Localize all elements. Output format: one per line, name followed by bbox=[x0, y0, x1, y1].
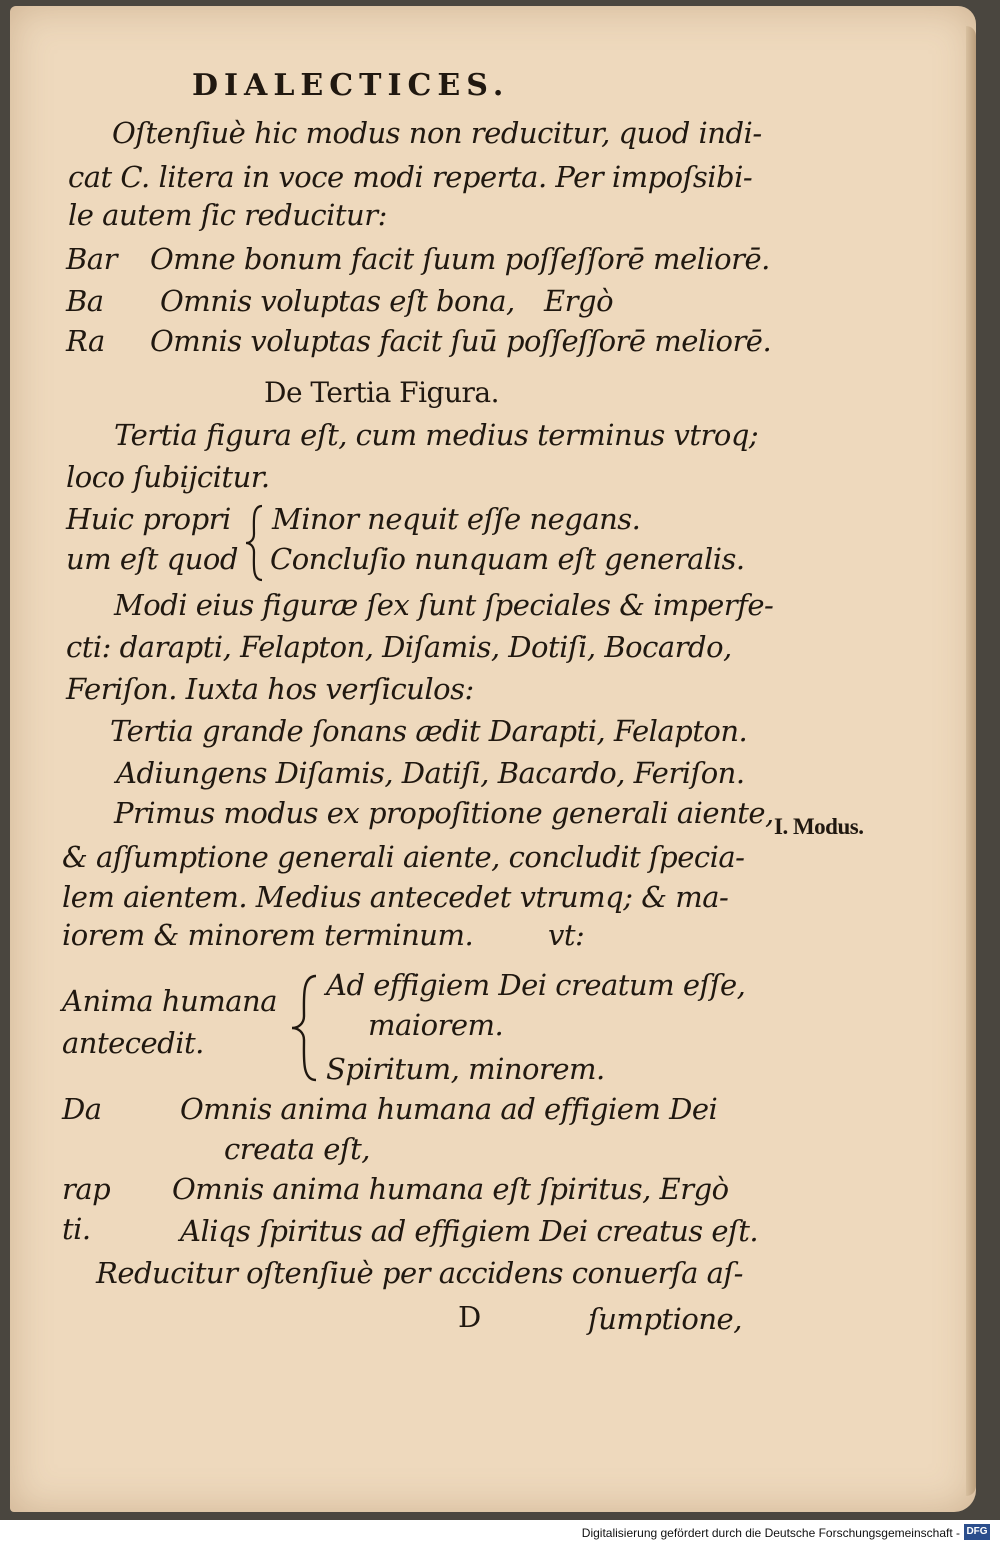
example-right: maiorem. bbox=[368, 1008, 504, 1042]
text-line: lem aientem. Medius antecedet vtrumq; & ma- bbox=[62, 880, 729, 914]
running-head: DIALECTICES. bbox=[192, 68, 510, 103]
syllogism-conclusion: Aliqs ſpiritus ad effigiem Dei creatus eſt. bbox=[180, 1214, 759, 1248]
dfg-logo: DFG bbox=[964, 1524, 990, 1540]
text-line: Feriſon. Iuxta hos verſiculos: bbox=[66, 672, 474, 706]
signature-mark: D bbox=[458, 1300, 481, 1334]
catchword: ſumptione, bbox=[588, 1302, 742, 1336]
syllogism-label: Da bbox=[62, 1092, 102, 1126]
syllogism-label: Bar bbox=[66, 242, 117, 276]
verse-line: Tertia grande ſonans ædit Darapti, Felapton. bbox=[110, 714, 748, 748]
syllogism-ergo: Ergò bbox=[544, 284, 614, 318]
text-line: iorem & minorem terminum. bbox=[62, 918, 474, 952]
text-line: Oſtenſiuè hic modus non reducitur, quod indi- bbox=[112, 116, 762, 150]
text-line: Reducitur oſtenſiuè per accidens conuerſa aſ- bbox=[96, 1256, 743, 1290]
syllogism-label: Ra bbox=[66, 324, 105, 358]
text-line: vt: bbox=[548, 918, 585, 952]
verse-line: Adiungens Diſamis, Datiſi, Bacardo, Feriſon. bbox=[116, 756, 745, 790]
margin-note: I. Modus. bbox=[774, 814, 864, 839]
proprium-right: Concluſio nunquam eſt generalis. bbox=[270, 542, 745, 576]
curly-brace-icon bbox=[244, 504, 266, 582]
text-line: loco ſubijcitur. bbox=[66, 460, 270, 494]
example-right: Spiritum, minorem. bbox=[326, 1052, 605, 1086]
example-left: antecedit. bbox=[62, 1026, 204, 1060]
syllogism-premise: creata eſt, bbox=[224, 1132, 370, 1166]
text-line: & aſſumptione generali aiente, concludit ſpecia- bbox=[62, 840, 745, 874]
syllogism-conclusion: Omnis voluptas facit ſuū poſſeſſorē meliorē. bbox=[150, 324, 772, 358]
text-line: Tertia figura eſt, cum medius terminus vtroq; bbox=[114, 418, 759, 452]
curly-brace-icon bbox=[290, 974, 320, 1082]
text-line: cti: darapti, Felapton, Diſamis, Dotiſi, Bocardo, bbox=[66, 630, 732, 664]
text-line: Modi eius figuræ ſex ſunt ſpeciales & imperfe- bbox=[114, 588, 774, 622]
syllogism-premise: Omnis anima humana eſt ſpiritus, Ergò bbox=[172, 1172, 729, 1206]
syllogism-label: rap bbox=[62, 1172, 111, 1206]
syllogism-label: ti. bbox=[62, 1212, 91, 1246]
proprium-left: Huic propri bbox=[66, 502, 231, 536]
page-edge bbox=[966, 26, 976, 1496]
text-line: Primus modus ex propoſitione generali aiente, bbox=[114, 796, 774, 830]
syllogism-premise: Omne bonum facit ſuum poſſeſſorē meliorē. bbox=[150, 242, 770, 276]
proprium-left: um eſt quod bbox=[66, 542, 238, 576]
text-line: le autem ſic reducitur: bbox=[68, 198, 387, 232]
section-heading: De Tertia Figura. bbox=[264, 376, 499, 409]
text-line: cat C. litera in voce modi reperta. Per impoſsibi- bbox=[68, 160, 753, 194]
example-right: Ad effigiem Dei creatum eſſe, bbox=[326, 968, 746, 1002]
syllogism-premise: Omnis voluptas eſt bona, bbox=[160, 284, 515, 318]
syllogism-label: Ba bbox=[66, 284, 104, 318]
proprium-right: Minor nequit eſſe negans. bbox=[272, 502, 641, 536]
example-left: Anima humana bbox=[62, 984, 278, 1018]
footer-credit: Digitalisierung gefördert durch die Deutsche Forschungsgemeinschaft - bbox=[581, 1526, 960, 1540]
syllogism-premise: Omnis anima humana ad effigiem Dei bbox=[180, 1092, 718, 1126]
